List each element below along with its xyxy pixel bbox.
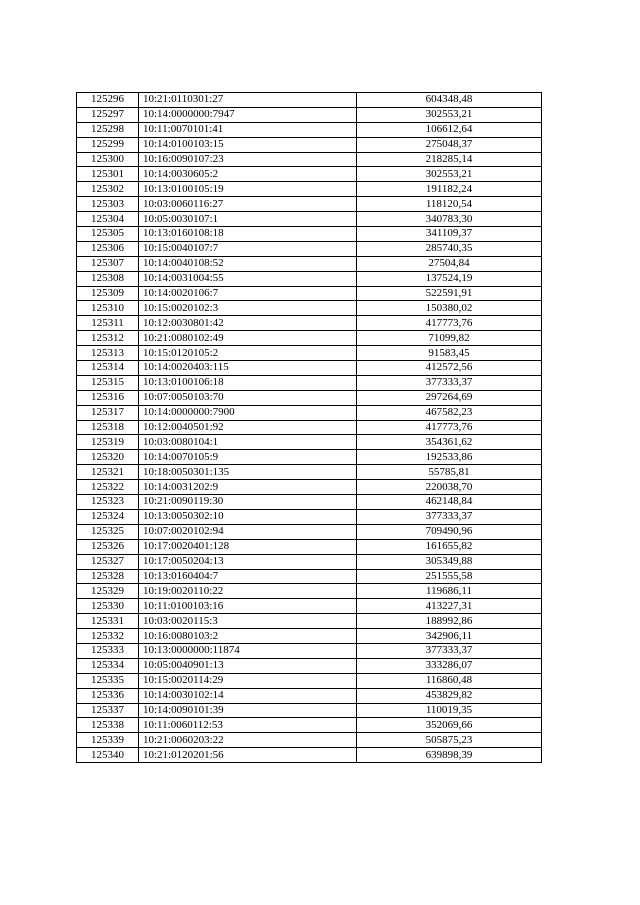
- cadastral-number-cell: 10:12:0040501:92: [139, 420, 357, 435]
- record-id-cell: 125339: [77, 733, 139, 748]
- value-cell: 191182,24: [357, 182, 542, 197]
- record-id-cell: 125311: [77, 316, 139, 331]
- cadastral-number-cell: 10:14:0031004:55: [139, 271, 357, 286]
- value-cell: 91583,45: [357, 346, 542, 361]
- table-row: [77, 480, 542, 495]
- value-cell: 342906,11: [357, 629, 542, 644]
- table-row: [77, 256, 542, 271]
- cadastral-number-cell: 10:15:0120105:2: [139, 346, 357, 361]
- record-id-cell: 125321: [77, 465, 139, 480]
- record-id-cell: 125328: [77, 569, 139, 584]
- value-cell: 709490,96: [357, 524, 542, 539]
- cadastral-number-cell: 10:13:0000000:11874: [139, 643, 357, 658]
- record-id-cell: 125333: [77, 643, 139, 658]
- value-cell: 377333,37: [357, 375, 542, 390]
- value-cell: 285740,35: [357, 241, 542, 256]
- cadastral-number-cell: 10:11:0060112:53: [139, 718, 357, 733]
- record-id-cell: 125302: [77, 182, 139, 197]
- cadastral-number-cell: 10:14:0090101:39: [139, 703, 357, 718]
- value-cell: 453829,82: [357, 688, 542, 703]
- table-row: [77, 316, 542, 331]
- record-id-cell: 125317: [77, 405, 139, 420]
- record-id-cell: 125312: [77, 331, 139, 346]
- table-row: [77, 405, 542, 420]
- cadastral-number-cell: 10:18:0050301:135: [139, 465, 357, 480]
- cadastral-number-cell: 10:14:0040108:52: [139, 256, 357, 271]
- value-cell: 377333,37: [357, 509, 542, 524]
- value-cell: 161655,82: [357, 539, 542, 554]
- record-id-cell: 125331: [77, 614, 139, 629]
- cadastral-number-cell: 10:15:0020102:3: [139, 301, 357, 316]
- record-id-cell: 125325: [77, 524, 139, 539]
- value-cell: 150380,02: [357, 301, 542, 316]
- record-id-cell: 125332: [77, 629, 139, 644]
- table-row: [77, 688, 542, 703]
- value-cell: 462148,84: [357, 495, 542, 510]
- cadastral-number-cell: 10:14:0000000:7900: [139, 405, 357, 420]
- record-id-cell: 125340: [77, 748, 139, 763]
- record-id-cell: 125307: [77, 256, 139, 271]
- cadastral-number-cell: 10:07:0050103:70: [139, 390, 357, 405]
- record-id-cell: 125309: [77, 286, 139, 301]
- table-row: [77, 599, 542, 614]
- record-id-cell: 125308: [77, 271, 139, 286]
- table-row: [77, 241, 542, 256]
- value-cell: 110019,35: [357, 703, 542, 718]
- record-id-cell: 125297: [77, 107, 139, 122]
- value-cell: 412572,56: [357, 361, 542, 376]
- record-id-cell: 125315: [77, 375, 139, 390]
- table-row: [77, 167, 542, 182]
- cadastral-number-cell: 10:03:0060116:27: [139, 197, 357, 212]
- table-row: [77, 718, 542, 733]
- table-row: [77, 643, 542, 658]
- record-id-cell: 125330: [77, 599, 139, 614]
- table-row: [77, 390, 542, 405]
- value-cell: 137524,19: [357, 271, 542, 286]
- cadastral-number-cell: 10:14:0100103:15: [139, 137, 357, 152]
- record-id-cell: 125338: [77, 718, 139, 733]
- record-id-cell: 125296: [77, 93, 139, 108]
- record-id-cell: 125319: [77, 435, 139, 450]
- record-id-cell: 125337: [77, 703, 139, 718]
- table-row: [77, 614, 542, 629]
- cadastral-number-cell: 10:13:0100106:18: [139, 375, 357, 390]
- value-cell: 302553,21: [357, 107, 542, 122]
- record-id-cell: 125329: [77, 584, 139, 599]
- cadastral-number-cell: 10:05:0030107:1: [139, 212, 357, 227]
- table-row: [77, 197, 542, 212]
- record-id-cell: 125324: [77, 509, 139, 524]
- table-row: [77, 435, 542, 450]
- table-row: [77, 346, 542, 361]
- table-row: [77, 137, 542, 152]
- record-id-cell: 125318: [77, 420, 139, 435]
- record-id-cell: 125299: [77, 137, 139, 152]
- cadastral-number-cell: 10:21:0120201:56: [139, 748, 357, 763]
- table-row: [77, 673, 542, 688]
- cadastral-number-cell: 10:12:0030801:42: [139, 316, 357, 331]
- table-row: [77, 227, 542, 242]
- cadastral-number-cell: 10:14:0000000:7947: [139, 107, 357, 122]
- cadastral-number-cell: 10:14:0020403:115: [139, 361, 357, 376]
- value-cell: 377333,37: [357, 643, 542, 658]
- record-id-cell: 125304: [77, 212, 139, 227]
- record-id-cell: 125306: [77, 241, 139, 256]
- record-id-cell: 125310: [77, 301, 139, 316]
- cadastral-number-cell: 10:21:0060203:22: [139, 733, 357, 748]
- value-cell: 220038,70: [357, 480, 542, 495]
- table-row: [77, 107, 542, 122]
- cadastral-number-cell: 10:15:0020114:29: [139, 673, 357, 688]
- value-cell: 333286,07: [357, 658, 542, 673]
- record-id-cell: 125313: [77, 346, 139, 361]
- cadastral-number-cell: 10:14:0070105:9: [139, 450, 357, 465]
- record-id-cell: 125322: [77, 480, 139, 495]
- table-row: [77, 554, 542, 569]
- value-cell: 192533,86: [357, 450, 542, 465]
- value-cell: 116860,48: [357, 673, 542, 688]
- cadastral-number-cell: 10:19:0020110:22: [139, 584, 357, 599]
- value-cell: 119686,11: [357, 584, 542, 599]
- table-row: [77, 93, 542, 108]
- table-row: [77, 375, 542, 390]
- value-cell: 604348,48: [357, 93, 542, 108]
- table-row: [77, 658, 542, 673]
- record-id-cell: 125314: [77, 361, 139, 376]
- value-cell: 413227,31: [357, 599, 542, 614]
- cadastral-number-cell: 10:14:0031202:9: [139, 480, 357, 495]
- record-id-cell: 125305: [77, 227, 139, 242]
- table-row: [77, 629, 542, 644]
- value-cell: 55785,81: [357, 465, 542, 480]
- value-cell: 417773,76: [357, 420, 542, 435]
- value-cell: 352069,66: [357, 718, 542, 733]
- record-id-cell: 125335: [77, 673, 139, 688]
- value-cell: 71099,82: [357, 331, 542, 346]
- table-row: [77, 569, 542, 584]
- table-row: [77, 495, 542, 510]
- value-cell: 305349,88: [357, 554, 542, 569]
- value-cell: 467582,23: [357, 405, 542, 420]
- cadastral-number-cell: 10:16:0080103:2: [139, 629, 357, 644]
- record-id-cell: 125300: [77, 152, 139, 167]
- value-cell: 522591,91: [357, 286, 542, 301]
- value-cell: 188992,86: [357, 614, 542, 629]
- cadastral-number-cell: 10:21:0080102:49: [139, 331, 357, 346]
- record-id-cell: 125316: [77, 390, 139, 405]
- record-id-cell: 125320: [77, 450, 139, 465]
- cadastral-number-cell: 10:03:0020115:3: [139, 614, 357, 629]
- cadastral-number-cell: 10:11:0100103:16: [139, 599, 357, 614]
- value-cell: 106612,64: [357, 122, 542, 137]
- record-id-cell: 125326: [77, 539, 139, 554]
- value-cell: 417773,76: [357, 316, 542, 331]
- cadastral-number-cell: 10:17:0050204:13: [139, 554, 357, 569]
- table-row: [77, 420, 542, 435]
- value-cell: 341109,37: [357, 227, 542, 242]
- cadastral-number-cell: 10:11:0070101:41: [139, 122, 357, 137]
- table-row: [77, 509, 542, 524]
- cadastral-number-cell: 10:05:0040901:13: [139, 658, 357, 673]
- value-cell: 297264,69: [357, 390, 542, 405]
- table-row: [77, 331, 542, 346]
- cadastral-number-cell: 10:15:0040107:7: [139, 241, 357, 256]
- cadastral-number-cell: 10:03:0080104:1: [139, 435, 357, 450]
- value-cell: 639898,39: [357, 748, 542, 763]
- cadastral-number-cell: 10:14:0030605:2: [139, 167, 357, 182]
- record-id-cell: 125334: [77, 658, 139, 673]
- cadastral-number-cell: 10:21:0110301:27: [139, 93, 357, 108]
- table-row: [77, 152, 542, 167]
- records-table-body: [77, 93, 542, 763]
- value-cell: 354361,62: [357, 435, 542, 450]
- value-cell: 27504,84: [357, 256, 542, 271]
- cadastral-number-cell: 10:13:0160404:7: [139, 569, 357, 584]
- table-row: [77, 748, 542, 763]
- record-id-cell: 125336: [77, 688, 139, 703]
- record-id-cell: 125301: [77, 167, 139, 182]
- cadastral-number-cell: 10:21:0090119:30: [139, 495, 357, 510]
- table-row: [77, 182, 542, 197]
- table-row: [77, 361, 542, 376]
- record-id-cell: 125298: [77, 122, 139, 137]
- cadastral-number-cell: 10:16:0090107:23: [139, 152, 357, 167]
- table-row: [77, 286, 542, 301]
- record-id-cell: 125323: [77, 495, 139, 510]
- cadastral-number-cell: 10:13:0050302:10: [139, 509, 357, 524]
- table-row: [77, 465, 542, 480]
- table-row: [77, 301, 542, 316]
- cadastral-number-cell: 10:13:0160108:18: [139, 227, 357, 242]
- cadastral-number-cell: 10:13:0100105:19: [139, 182, 357, 197]
- table-row: [77, 450, 542, 465]
- table-row: [77, 584, 542, 599]
- cadastral-number-cell: 10:14:0030102:14: [139, 688, 357, 703]
- records-table: [76, 92, 542, 763]
- record-id-cell: 125303: [77, 197, 139, 212]
- cadastral-number-cell: 10:14:0020106:7: [139, 286, 357, 301]
- table-row: [77, 539, 542, 554]
- cadastral-number-cell: 10:17:0020401:128: [139, 539, 357, 554]
- table-row: [77, 524, 542, 539]
- value-cell: 302553,21: [357, 167, 542, 182]
- cadastral-number-cell: 10:07:0020102:94: [139, 524, 357, 539]
- value-cell: 118120,54: [357, 197, 542, 212]
- value-cell: 340783,30: [357, 212, 542, 227]
- record-id-cell: 125327: [77, 554, 139, 569]
- table-row: [77, 212, 542, 227]
- table-row: [77, 122, 542, 137]
- table-row: [77, 703, 542, 718]
- value-cell: 251555,58: [357, 569, 542, 584]
- value-cell: 505875,23: [357, 733, 542, 748]
- table-row: [77, 733, 542, 748]
- value-cell: 218285,14: [357, 152, 542, 167]
- value-cell: 275048,37: [357, 137, 542, 152]
- table-row: [77, 271, 542, 286]
